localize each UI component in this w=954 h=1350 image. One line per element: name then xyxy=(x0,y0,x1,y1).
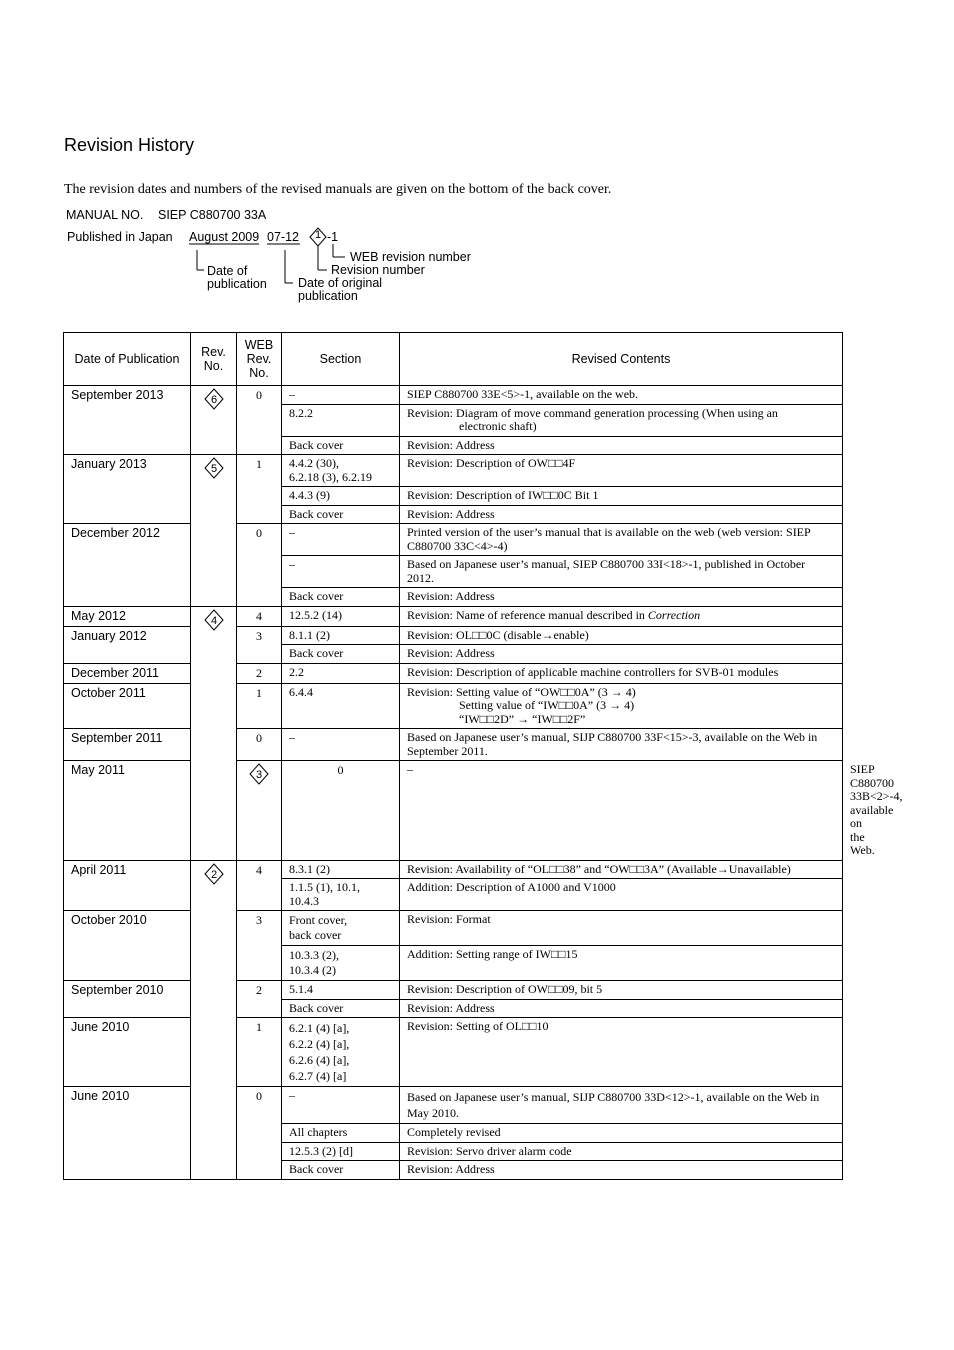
svg-text:6: 6 xyxy=(210,394,217,406)
contents-cell: Revision: Availability of “OL□□38” and “OW□□3A” (Available→Unavailable) xyxy=(400,860,843,879)
contents-cell: Based on Japanese user’s manual, SIEP C880700 33I<18>-1, published in October 2012. xyxy=(400,556,843,588)
table-row xyxy=(64,1087,843,1124)
date-of-original-label-2: publication xyxy=(298,289,358,303)
rev-no-cell xyxy=(191,606,237,860)
contents-cell: Revision: Address xyxy=(400,588,843,607)
publication-date-cell: December 2012 xyxy=(64,524,191,607)
web-rev-cell: 2 xyxy=(237,663,282,683)
header-section: Section xyxy=(282,333,400,386)
web-rev-cell: 1 xyxy=(237,683,282,729)
web-rev-cell: 2 xyxy=(237,981,282,1018)
svg-text:2: 2 xyxy=(210,868,217,881)
publication-date-cell: May 2011 xyxy=(64,761,191,861)
rev-no-cell xyxy=(237,761,282,861)
contents-cell: Revision: Diagram of move command generation processing (When using an electronic shaft) xyxy=(400,404,843,436)
publication-date-cell: October 2011 xyxy=(64,683,191,729)
publication-date-cell: May 2012 xyxy=(64,606,191,626)
rev-number-diamond xyxy=(203,457,225,479)
rev-number-diamond xyxy=(203,863,225,885)
contents-cell: Revision: OL□□0C (disable→enable) xyxy=(400,626,843,645)
section-cell: 5.1.4 xyxy=(282,981,400,1000)
section-cell: Back cover xyxy=(282,1161,400,1180)
publication-date-cell: September 2011 xyxy=(64,729,191,761)
page-title: Revision History xyxy=(64,135,195,155)
svg-text:5: 5 xyxy=(210,463,217,475)
web-rev-cell: 4 xyxy=(237,860,282,911)
section-cell: – xyxy=(282,386,400,405)
contents-cell: Revision: Address xyxy=(400,999,843,1018)
web-rev-cell: 0 xyxy=(282,761,400,861)
section-cell: 12.5.3 (2) [d] xyxy=(282,1142,400,1161)
section-cell: – xyxy=(282,524,400,556)
table-row xyxy=(64,524,843,556)
section-cell: – xyxy=(282,556,400,588)
rev-no-cell xyxy=(191,860,237,1179)
section-cell: – xyxy=(282,729,400,761)
web-rev-cell: 4 xyxy=(237,606,282,626)
web-rev-cell: 3 xyxy=(237,911,282,981)
publication-date-cell: June 2010 xyxy=(64,1087,191,1180)
section-cell: 4.4.3 (9) xyxy=(282,487,400,506)
table-row xyxy=(64,455,843,487)
web-revision-label: WEB revision number xyxy=(350,250,471,264)
section-cell: Back cover xyxy=(282,505,400,524)
contents-cell: Revision: Name of reference manual described in Correction xyxy=(400,606,843,626)
contents-cell: Addition: Setting range of IW□□15 xyxy=(400,946,843,981)
section-cell: Back cover xyxy=(282,645,400,664)
web-revision-suffix: -1 xyxy=(327,230,339,244)
publication-date-cell: January 2012 xyxy=(64,626,191,663)
section-cell: 1.1.5 (1), 10.1, 10.4.3 xyxy=(282,879,400,911)
web-rev-cell: 0 xyxy=(237,386,282,455)
section-cell: – xyxy=(282,1087,400,1124)
svg-text:4: 4 xyxy=(210,614,217,627)
header-web-rev-no: WEB Rev. No. xyxy=(237,333,282,386)
rev-number-diamond xyxy=(248,763,270,785)
published-label: Published in Japan xyxy=(67,230,173,244)
table-row xyxy=(64,663,843,683)
header-rev-no: Rev. No. xyxy=(191,333,237,386)
rev-number-diamond xyxy=(203,609,225,631)
contents-cell: Revision: Setting value of “OW□□0A” (3 → 4) Setting value of “IW□□0A” (3 → 4) “IW□□2D” → “IW□□2F” xyxy=(400,683,843,729)
revision-history-table xyxy=(63,332,903,1180)
publication-date-cell: October 2010 xyxy=(64,911,191,981)
date-of-original-label-1: Date of original xyxy=(298,276,383,290)
table-row xyxy=(64,626,843,645)
contents-cell: Revision: Description of IW□□0C Bit 1 xyxy=(400,487,843,506)
section-cell: 2.2 xyxy=(282,663,400,683)
section-cell: All chapters xyxy=(282,1124,400,1143)
date-of-publication-label-1: Date of xyxy=(207,264,248,278)
rev-number-diamond xyxy=(203,388,225,410)
section-cell: 8.2.2 xyxy=(282,404,400,436)
publication-date-cell: April 2011 xyxy=(64,860,191,911)
section-cell: 4.4.2 (30), 6.2.18 (3), 6.2.19 xyxy=(282,455,400,487)
section-cell: 10.3.3 (2), 10.3.4 (2) xyxy=(282,946,400,981)
section-cell: 6.4.4 xyxy=(282,683,400,729)
section-cell: 6.2.1 (4) [a], 6.2.2 (4) [a], 6.2.6 (4) [a], 6.2.7 (4) [a] xyxy=(282,1018,400,1087)
table-row xyxy=(64,911,843,946)
revision-number-in-diamond: 1 xyxy=(315,229,322,241)
table-row xyxy=(64,860,843,879)
manual-no-value: SIEP C880700 33A xyxy=(158,208,267,222)
contents-cell: SIEP C880700 33E<5>-1, available on the web. xyxy=(400,386,843,405)
table-row: May 2011 3 0 – SIEP C880700 33B<2>-4, available on the Web. xyxy=(64,761,843,861)
table-row xyxy=(64,606,843,626)
publication-date-cell: June 2010 xyxy=(64,1018,191,1087)
publication-date-cell: September 2010 xyxy=(64,981,191,1018)
section-cell: Back cover xyxy=(282,999,400,1018)
contents-cell: Revision: Description of OW□□4F xyxy=(400,455,843,487)
date-of-publication-label-2: publication xyxy=(207,277,267,291)
section-cell: Front cover, back cover xyxy=(282,911,400,946)
manual-no-label: MANUAL NO. xyxy=(66,208,144,222)
table-row xyxy=(64,981,843,1000)
header-date: Date of Publication xyxy=(64,333,191,386)
table-row xyxy=(64,1018,843,1087)
publication-date-cell: January 2013 xyxy=(64,455,191,524)
original-date: 07-12 xyxy=(267,230,299,244)
rev-no-cell xyxy=(191,386,237,455)
revision-number-label: Revision number xyxy=(331,263,425,277)
contents-cell: Completely revised xyxy=(400,1124,843,1143)
table-header-row xyxy=(64,333,843,386)
contents-cell: Revision: Description of OW□□09, bit 5 xyxy=(400,981,843,1000)
section-cell: Back cover xyxy=(282,588,400,607)
web-rev-cell: 3 xyxy=(237,626,282,663)
contents-cell: Revision: Format xyxy=(400,911,843,946)
web-rev-cell: 1 xyxy=(237,1018,282,1087)
header-contents: Revised Contents xyxy=(400,333,843,386)
rev-no-cell xyxy=(191,455,237,607)
section-cell: 8.1.1 (2) xyxy=(282,626,400,645)
web-rev-cell: 1 xyxy=(237,455,282,524)
contents-cell: Revision: Address xyxy=(400,1161,843,1180)
contents-cell: Revision: Description of applicable machine controllers for SVB-01 modules xyxy=(400,663,843,683)
contents-cell: Addition: Description of A1000 and V1000 xyxy=(400,879,843,911)
web-rev-cell: 0 xyxy=(237,1087,282,1180)
publication-date: August 2009 xyxy=(189,230,260,244)
section-cell: 8.3.1 (2) xyxy=(282,860,400,879)
legend-connector-lines xyxy=(0,0,954,320)
contents-cell: Revision: Servo driver alarm code xyxy=(400,1142,843,1161)
contents-cell: Based on Japanese user’s manual, SIJP C880700 33F<15>-3, available on the Web in September 2011. xyxy=(400,729,843,761)
intro-text: The revision dates and numbers of the revised manuals are given on the bottom of the back cover. xyxy=(64,182,612,197)
table-row xyxy=(64,729,843,761)
contents-cell: Based on Japanese user’s manual, SIJP C880700 33D<12>-1, available on the Web in May 2010. xyxy=(400,1087,843,1124)
web-rev-cell: 0 xyxy=(237,729,282,761)
contents-cell: Revision: Setting of OL□□10 xyxy=(400,1018,843,1087)
table-row xyxy=(64,683,843,729)
section-cell: 12.5.2 (14) xyxy=(282,606,400,626)
contents-cell: Revision: Address xyxy=(400,436,843,455)
web-rev-cell: 0 xyxy=(237,524,282,607)
contents-cell: Printed version of the user’s manual that is available on the web (web version: SIEP C880700 33C<4>-4) xyxy=(400,524,843,556)
svg-text:3: 3 xyxy=(255,769,263,781)
manual-number-legend xyxy=(0,0,954,320)
publication-date-cell: September 2013 xyxy=(64,386,191,455)
publication-date-cell: December 2011 xyxy=(64,663,191,683)
table-row xyxy=(64,386,843,405)
section-cell: – xyxy=(400,761,843,861)
contents-cell: Revision: Address xyxy=(400,505,843,524)
contents-cell: Revision: Address xyxy=(400,645,843,664)
section-cell: Back cover xyxy=(282,436,400,455)
